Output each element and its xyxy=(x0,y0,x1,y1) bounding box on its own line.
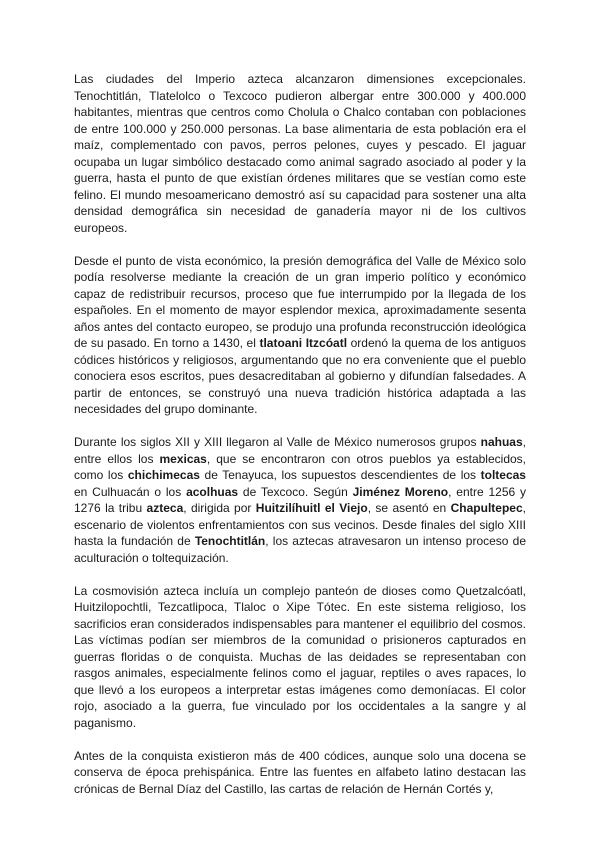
text-run: Antes de la conquista existieron más de 400 códices, aunque solo una docena se conserva de época prehispánica. Entre las fuentes en alfabeto latino destacan las crónicas de Bernal Díaz del Castillo, las cartas de relación de Hernán Cortés y, xyxy=(74,748,526,796)
text-run: , entre 1256 y 1276 la tribu xyxy=(74,484,526,515)
paragraph-codices xyxy=(74,748,526,798)
bold-term-nahuas: nahuas xyxy=(480,435,523,449)
text-run: , escenario de violentos enfrentamientos con sus vecinos. Desde finales del siglo XIII hasta la fundación de xyxy=(74,501,526,548)
bold-term-jimenez-moreno: Jiménez Moreno xyxy=(352,484,449,499)
text-run: en Culhuacán o los xyxy=(74,484,187,499)
text-run: Desde el punto de vista económico, la presión demográfica del Valle de México solo podía resolverse mediante la creación de un gran imperio político y económico capaz de redistribuir recursos, proceso que fue interrumpido por la llegada de los españoles. En el momento de mayor esplendor mexica, aproximadamente sesenta años antes del contacto europeo, se produjo una profunda reconstrucción ideológica de su pasado. En torno a 1430, el xyxy=(74,253,526,350)
text-run: ordenó la quema de los antiguos códices históricos y religiosos, argumentando que no era conveniente que el pueblo conociera esos escritos, pues desacreditaban al gobierno y difundían falsedades. A partir de entonces, se construyó una nueva tradición histórica adaptada a las necesidades del grupo dominante. xyxy=(74,336,526,416)
text-run: , entre ellos los xyxy=(74,435,526,466)
paragraph-cosmovision xyxy=(74,583,526,732)
document-page xyxy=(74,71,526,814)
text-run: de Tenayuca, los supuestos descendientes de los xyxy=(199,468,481,482)
paragraph-grupos-nahuas xyxy=(74,434,526,566)
bold-term-huitzilihuitl: Huitzilíhuitl el Viejo xyxy=(255,501,368,515)
text-run: , que se encontraron con otros pueblos ya establecidos, como los xyxy=(74,451,526,482)
bold-term-mexicas: mexicas xyxy=(159,451,207,466)
bold-term-tlatoani: tlatoani Itzcóatl xyxy=(259,336,348,350)
bold-term-chichimecas: chichimecas xyxy=(127,468,200,482)
text-run: , dirigida por xyxy=(183,501,256,515)
bold-term-azteca: azteca xyxy=(146,501,184,515)
paragraph-imperio-ciudades xyxy=(74,71,526,236)
bold-term-tenochtitlan: Tenochtitlán xyxy=(194,534,266,548)
bold-term-acolhuas: acolhuas xyxy=(186,484,239,499)
text-run: Durante los siglos XII y XIII llegaron al Valle de México numerosos grupos xyxy=(74,435,481,449)
text-run: , se asentó en xyxy=(367,501,451,515)
bold-term-chapultepec: Chapultepec xyxy=(450,501,523,515)
text-run: Las ciudades del Imperio azteca alcanzaron dimensiones excepcionales. Tenochtitlán, Tlatelolco o Texcoco pudieron albergar entre 300.000 y 400.000 habitantes, mientras que centros como Cholula o Chalco contaban con poblaciones de entre 100.000 y 250.000 personas. La base alimentaria de esta población era el maíz, complementado con pavos, perros pelones, cuyes y pescado. El jaguar ocupaba un lugar simbólico destacado como animal sagrado asociado al poder y la guerra, hasta el punto de que existían órdenes militares que se vestían como este felino. El mundo mesoamericano demostró así su capacidad para sostener una alta densidad demográfica sin necesidad de ganadería mayor ni de los cultivos europeos. xyxy=(74,72,526,235)
text-run: La cosmovisión azteca incluía un complejo panteón de dioses como Quetzalcóatl, Huitzilopochtli, Tezcatlipoca, Tlaloc o Xipe Tótec. En este sistema religioso, los sacrificios eran considerados indispensables para mantener el equilibrio del cosmos. Las víctimas podían ser miembros de la comunidad o prisioneros capturados en guerras floridas o de conquista. Muchas de las deidades se representaban con rasgos animales, especialmente felinos como el jaguar, reptiles o aves rapaces, lo que llevó a los europeos a interpretar estas imágenes como demoníacas. El color rojo, asociado a la guerra, fue vinculado por los occidentales a la sangre y al paganismo. xyxy=(74,583,526,730)
bold-term-toltecas: toltecas xyxy=(480,468,526,482)
text-run: , los aztecas atravesaron un intenso proceso de aculturación o toltequización. xyxy=(74,534,527,565)
text-run: de Texcoco. Según xyxy=(238,484,353,499)
paragraph-presion-demografica xyxy=(74,253,526,418)
